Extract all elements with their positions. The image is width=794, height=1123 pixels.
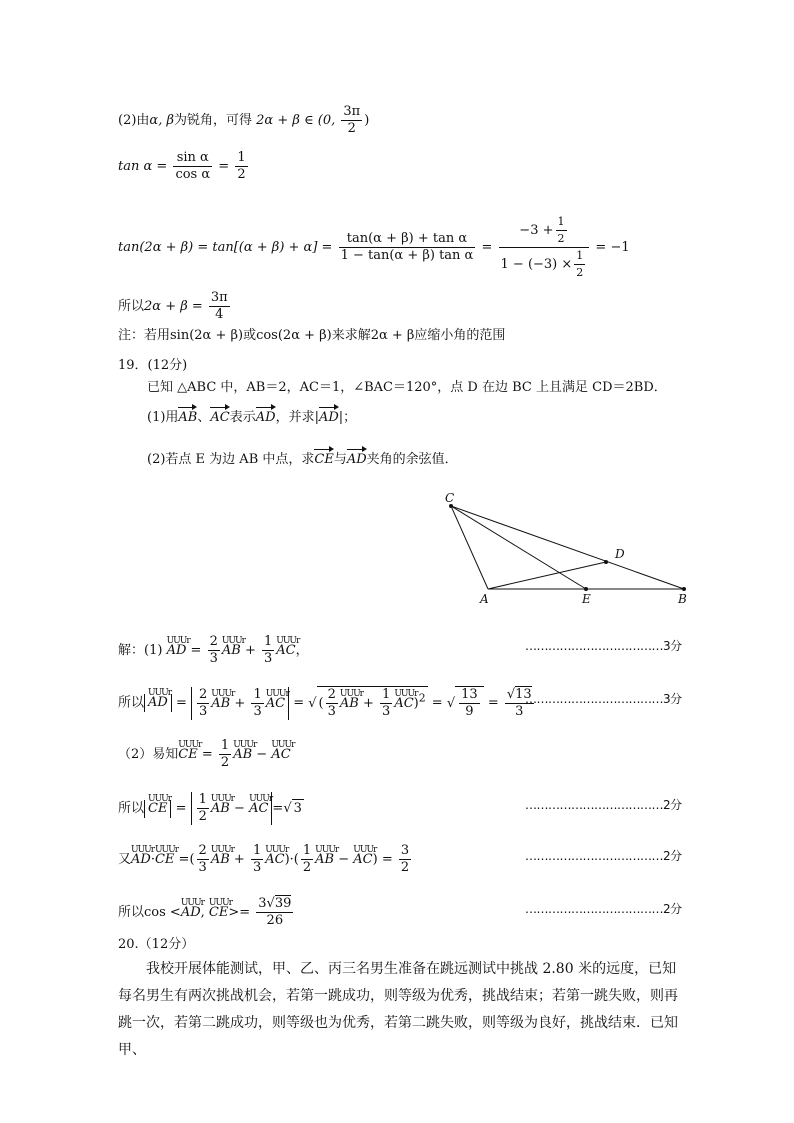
label-C: C xyxy=(445,491,455,505)
score-4: ………………………………2分 xyxy=(525,849,682,863)
edge-CB xyxy=(451,506,684,589)
q18-line4: 所以2α + β = $\frac{3\pi}{4}$ xyxy=(118,290,228,322)
label-B: B xyxy=(678,592,687,606)
score-5: ………………………………2分 xyxy=(525,902,682,916)
point-B xyxy=(682,587,686,591)
q20-paragraph: 我校开展体能测试，甲、乙、丙三名男生准备在跳远测试中挑战 2.80 米的远度，已知每名男生有两次挑战机会，若第一跳成功，则等级为优秀，挑战结束；若第一跳失败，则再跳一次，若第二跳成功，则等级也为优秀，若第二跳失败，则等级为良好，挑战结束．已知甲、 xyxy=(118,961,678,1058)
segment-CE xyxy=(451,506,586,589)
q19-part1: (1)用AB、AC表示AD，并求|AD|； xyxy=(147,410,357,425)
sol-line2: 所以 UUUr AD = $\frac{2}{3}$ UUUr AB + $\frac{1}{3}$ UUUr AC = √ ( $\frac{2}{3}$ UUUr AB + $\frac{1}{3}$ UUUr AC)$^2$ = √ $\frac{13}{9}$ = $\frac{√13}{3}$ xyxy=(118,686,532,719)
q20-header: 20.（12分） xyxy=(118,937,195,952)
label-E: E xyxy=(582,592,591,606)
q19-part2: (2)若点 E 为边 AB 中点，求CE与AD夹角的余弦值． xyxy=(147,452,458,467)
sol-line6: 所以cos < UUUr AD, UUUr CE>= $\frac{3√39}{26}$ xyxy=(118,896,292,928)
sol-line4: 所以 UUUr CE = $\frac{1}{2}$ UUUr AB − UUUr AC =√ 3 xyxy=(118,792,302,824)
q18-line3: tan(2α + β) = tan[(α + β) + α] = $\frac{\text{tan(α + β) + tan α}}{\text{1 − tan(α + β) tan α}}$ = −3 + $\frac{1}{2}$ 1 − (−3) × $\frac{1}{2}$ = −1 xyxy=(118,215,630,279)
score-3: ………………………………2分 xyxy=(525,798,682,812)
q19-stem: 已知 △ABC 中，AB＝2，AC＝1，∠BAC＝120°，点 D 在边 BC 上且满足 CD＝2BD． xyxy=(147,380,667,395)
score-2: ………………………………3分 xyxy=(525,692,682,706)
sol-line5: 又 UUUr AD· UUUr CE =( $\frac{2}{3}$ UUUr AB + $\frac{1}{3}$ UUUr AC)·( $\frac{1}{2}$ UUUr AB − UUUr AC) = $\frac{3}{2}$ xyxy=(118,843,410,875)
q18-line2: tan α = $\frac{\text{sin α}}{\text{cos α}}$ = $\frac{1}{2}$ xyxy=(118,150,246,182)
triangle-figure xyxy=(440,486,700,608)
point-D xyxy=(604,560,608,564)
q19-header: 19．(12分) xyxy=(118,358,188,373)
segment-AD xyxy=(488,562,606,589)
q18-line1: (2)由α, β为锐角，可得 2α + β ∈ (0, $\frac{3\pi}{2}$ ) xyxy=(118,104,370,136)
label-D: D xyxy=(615,547,625,561)
label-A: A xyxy=(480,592,489,606)
edge-CA xyxy=(451,506,488,589)
sol-line3: （2）易知 UUUr CE = $\frac{1}{2}$ UUUr AB − UUUr AC xyxy=(118,738,295,770)
point-E xyxy=(584,587,588,591)
score-1: ………………………………3分 xyxy=(525,639,682,653)
q18-note: 注：若用sin(2α + β)或cos(2α + β)来求解2α + β应缩小角的范围 xyxy=(118,328,506,343)
sol-line1: 解：(1) UUUr AD = $\frac{2}{3}$ UUUr AB + $\frac{1}{3}$ UUUr AC， xyxy=(118,634,309,666)
